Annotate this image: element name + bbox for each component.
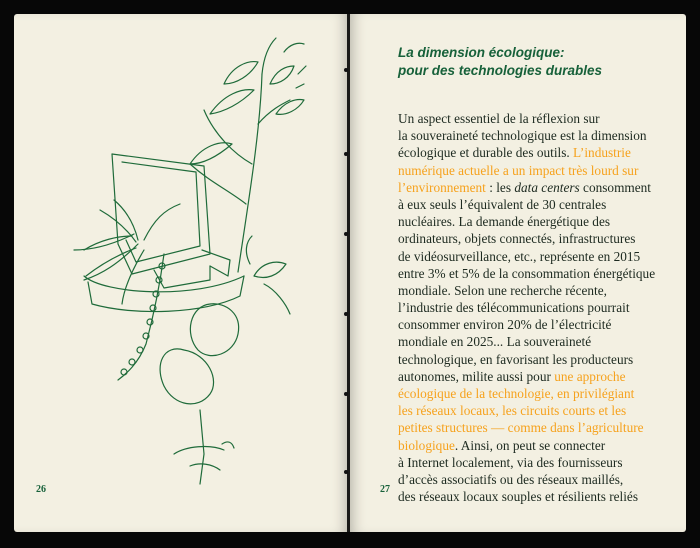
page-number-right: 27	[380, 484, 390, 495]
highlighted-text: petites structures — comme dans l’agriculture	[398, 420, 644, 436]
text-segment: à Internet localement, via des fournisseurs	[398, 454, 623, 470]
text-line	[398, 213, 686, 230]
text-segment: nucléaires. La demande énergétique des	[398, 214, 611, 230]
title-line: La dimension écologique:	[398, 45, 565, 60]
text-line	[398, 385, 686, 402]
text-line	[398, 127, 686, 144]
text-segment: mondiale. Selon une recherche récente,	[398, 282, 607, 298]
highlighted-text: une approche	[554, 368, 626, 384]
text-segment: d’accès associatifs ou des réseaux maillés,	[398, 471, 624, 487]
right-page	[350, 14, 686, 532]
houseplants-and-computer-sketch-icon	[14, 14, 348, 532]
highlighted-text: numérique actuelle a un impact très lourd sur	[398, 162, 639, 178]
text-line	[398, 179, 686, 196]
text-line	[398, 299, 686, 316]
text-line	[398, 110, 686, 127]
highlighted-text: les réseaux locaux, les circuits courts et les	[398, 403, 627, 419]
text-segment: Un aspect essentiel de la réflexion sur	[398, 111, 600, 126]
text-line	[398, 454, 686, 471]
title-line: pour des technologies durables	[398, 63, 603, 78]
text-segment: consommer environ 20% de l’électricité	[398, 317, 612, 333]
text-segment: : les	[485, 179, 515, 195]
text-line	[398, 265, 686, 282]
italic-text: data centers	[514, 179, 580, 195]
highlighted-text: l’environnement	[398, 179, 486, 195]
text-segment: consomment	[579, 179, 651, 195]
text-line	[398, 471, 686, 488]
text-segment: de vidéosurveillance, etc., représente en 2015	[398, 248, 641, 264]
highlighted-text: L’industrie	[573, 145, 631, 161]
text-line	[398, 144, 686, 161]
chapter-title	[398, 44, 668, 80]
body-text	[398, 110, 686, 505]
text-line	[398, 282, 686, 299]
highlighted-text: écologique de la technologie, en privilégiant	[398, 386, 635, 401]
text-segment: l’industrie des télécommunications pourrait	[398, 300, 630, 316]
highlighted-text: biologique	[398, 437, 455, 453]
text-segment: des réseaux locaux souples et résilients reliés	[398, 489, 639, 505]
text-segment: . Ainsi, on peut se connecter	[454, 437, 606, 453]
text-segment: écologique et durable des outils.	[398, 145, 574, 161]
text-segment: ordinateurs, objets connectés, infrastructures	[398, 231, 636, 247]
text-segment: entre 3% et 5% de la consommation énergétique	[398, 265, 656, 281]
text-line	[398, 419, 686, 436]
text-line	[398, 196, 686, 213]
text-line	[398, 333, 686, 350]
text-line	[398, 316, 686, 333]
text-line	[398, 488, 686, 505]
text-line	[398, 248, 686, 265]
text-segment: la souveraineté technologique est la dimension	[398, 128, 647, 144]
binding-holes	[341, 0, 355, 548]
page-number-left: 26	[36, 484, 46, 495]
text-line	[398, 437, 686, 454]
text-segment: à eux seuls l’équivalent de 30 centrales	[398, 196, 607, 212]
text-line	[398, 230, 686, 247]
text-line	[398, 402, 686, 419]
text-segment: mondiale en 2025... La souveraineté	[398, 334, 592, 350]
text-segment: autonomes, milite aussi pour	[398, 368, 555, 384]
text-line	[398, 351, 686, 368]
text-segment: technologique, en favorisant les producteurs	[398, 351, 634, 367]
text-line	[398, 368, 686, 385]
left-page	[14, 14, 348, 532]
text-line	[398, 162, 686, 179]
